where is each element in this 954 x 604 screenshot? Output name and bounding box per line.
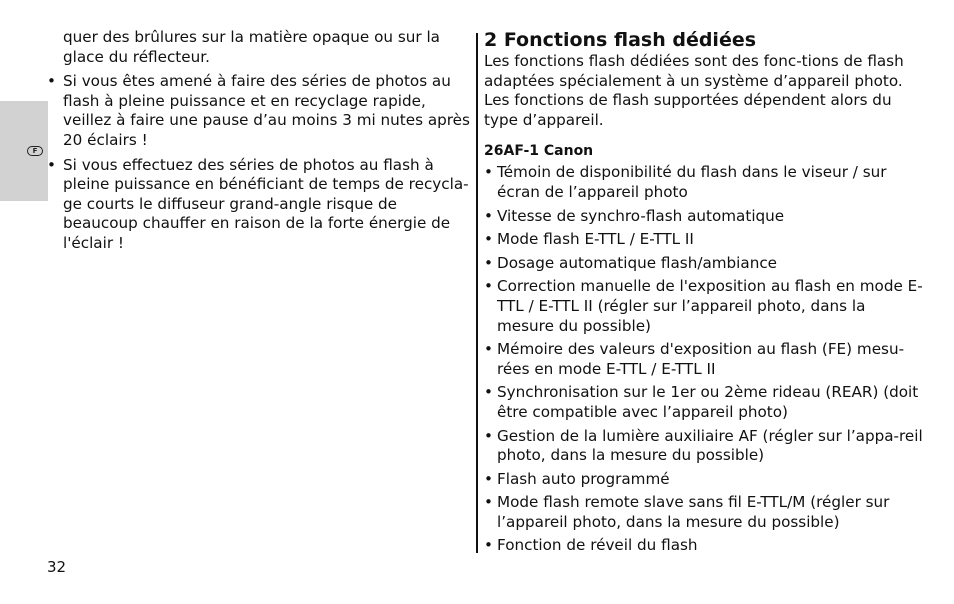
list-item-text: Vitesse de synchro-flash automatique	[497, 206, 785, 225]
list-item-text: Mémoire des valeurs d'exposition au flash (FE) mesu-rées en mode E-TTL / E-TTL II	[497, 340, 905, 378]
list-item	[484, 340, 924, 379]
list-item-text: Synchronisation sur le 1er ou 2ème rideau (REAR) (doit être compatible avec l’appareil photo)	[497, 383, 919, 421]
list-item-text: Si vous êtes amené à faire des séries de photos au flash à pleine puissance et en recyclage rapide, veillez à faire une pause d’au moins 3 mi nutes après 20 éclairs !	[63, 72, 470, 149]
bullet-marker: •	[484, 206, 493, 225]
list-item-text: Mode flash E-TTL / E-TTL II	[497, 230, 694, 249]
page-number: 32	[47, 558, 67, 576]
list-item-text: Gestion de la lumière auxiliaire AF (régler sur l’appa-reil photo, dans la mesure du possible)	[497, 426, 923, 465]
feature-list	[484, 163, 924, 556]
list-item-text: Dosage automatique flash/ambiance	[497, 253, 778, 272]
list-item	[484, 536, 924, 556]
bullet-marker: •	[484, 163, 493, 182]
list-item-text: Témoin de disponibilité du flash dans le viseur / sur écran de l’appareil photo	[497, 163, 887, 201]
list-item	[484, 254, 924, 274]
list-item-text: Mode flash remote slave sans fil E-TTL/M (régler sur l’appareil photo, dans la mesure du possible)	[497, 493, 890, 531]
bullet-marker: •	[484, 340, 493, 359]
list-item	[484, 163, 924, 202]
list-item	[484, 230, 924, 250]
bullet-marker: •	[484, 277, 493, 296]
list-item	[484, 493, 924, 532]
list-item-text: Correction manuelle de l'exposition au flash en mode E-TTL / E-TTL II (régler sur l’appareil photo, dans la mesure du possible)	[497, 277, 923, 335]
list-item	[47, 72, 472, 150]
bullet-marker: •	[47, 72, 56, 91]
left-column	[47, 28, 472, 254]
section-rule	[476, 33, 478, 553]
list-item	[47, 156, 472, 254]
list-item-text: Flash auto programmé	[497, 469, 670, 488]
list-item	[484, 427, 924, 466]
list-item	[484, 277, 924, 336]
intro-paragraph: Les fonctions flash dédiées sont des fonc-tions de flash adaptées spécialement à un système d’appareil photo. Les fonctions de flash supportées dépendent alors du type d’appareil.	[484, 52, 904, 129]
bullet-marker: •	[484, 253, 493, 272]
list-item	[484, 207, 924, 227]
bullet-marker: •	[484, 383, 493, 402]
continuation-paragraph: quer des brûlures sur la matière opaque ou sur la glace du réflecteur.	[63, 28, 440, 66]
bullet-marker: •	[484, 230, 493, 249]
subsection-heading: 26AF-1 Canon	[484, 143, 594, 160]
list-item	[484, 383, 924, 422]
list-item-text: Si vous effectuez des séries de photos au flash à pleine puissance en bénéficiant de temps de recycla-ge courts le diffuseur grand-angle risque de beaucoup chauffer en raison de la forte énergie de l'éclair !	[63, 155, 469, 252]
language-badge: F	[27, 146, 43, 156]
right-column	[484, 28, 924, 556]
list-item-text: Fonction de réveil du flash	[497, 536, 698, 555]
bullet-marker: •	[484, 469, 493, 488]
bullet-marker: •	[484, 536, 493, 555]
language-side-tab	[0, 101, 48, 201]
list-item	[484, 470, 924, 490]
section-heading: 2 Fonctions flash dédiées	[484, 29, 757, 51]
bullet-marker: •	[484, 493, 493, 512]
bullet-marker: •	[47, 155, 56, 174]
bullet-marker: •	[484, 426, 493, 445]
